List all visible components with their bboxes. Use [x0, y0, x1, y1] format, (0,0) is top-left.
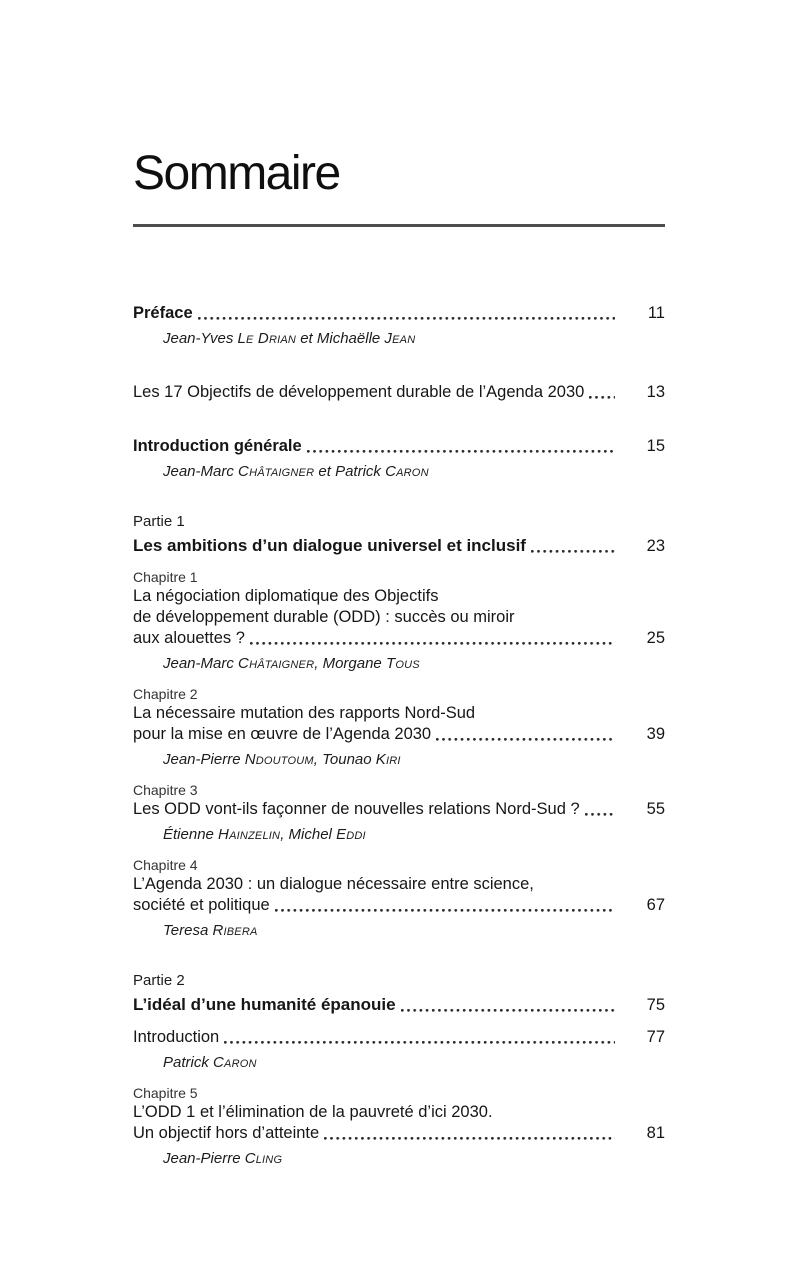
page-title: Sommaire: [133, 147, 340, 200]
chapter-title-line: Les ODD vont-ils façonner de nouvelles relations Nord-Sud ?: [133, 799, 580, 818]
toc-page: [133, 0, 665, 1169]
toc-entry-introduction-part2: [133, 1027, 665, 1073]
page-number: 11: [647, 303, 665, 322]
chapter-title-line: La nécessaire mutation des rapports Nord-Sud: [133, 703, 476, 722]
part-kicker: Partie 1: [133, 512, 185, 530]
toc-chapter-3: [133, 781, 665, 845]
toc-entry-introduction-generale: [133, 436, 665, 482]
author-given: Jean-Marc: [163, 462, 239, 480]
chapter-title-line: de développement durable (ODD) : succès ou miroir: [133, 607, 515, 626]
chapter-title-line: société et politique: [133, 895, 270, 914]
page-number: 13: [646, 382, 665, 401]
author-line: [133, 825, 665, 845]
toc-row: [133, 1123, 665, 1144]
author-family: Cling: [244, 1149, 283, 1167]
toc-row: [133, 799, 665, 820]
page-number: 77: [646, 1027, 665, 1046]
toc-row: [133, 436, 665, 457]
author-given: Étienne: [163, 825, 219, 843]
author-given: , Morgane: [314, 654, 386, 672]
author-given: Jean-Yves: [163, 329, 238, 347]
entry-title: Les 17 Objectifs de développement durable de l’Agenda 2030: [133, 382, 585, 401]
toc-row: [133, 303, 665, 324]
page-number: 23: [646, 536, 665, 555]
entry-title: Introduction: [133, 1027, 220, 1046]
author-line: [133, 654, 665, 674]
author-given: Patrick: [163, 1053, 214, 1071]
title-rule: [133, 224, 665, 227]
author-family: Eddi: [336, 825, 366, 843]
dotted-leader: [224, 1027, 615, 1048]
chapter-kicker: Chapitre 3: [133, 781, 198, 798]
author-given: Teresa: [163, 921, 213, 939]
entry-title: Préface: [133, 303, 193, 322]
part-kicker: Partie 2: [133, 971, 185, 989]
author-family: Jean: [384, 329, 416, 347]
author-given: Jean-Marc: [163, 654, 239, 672]
toc-row: [133, 628, 665, 649]
toc-part-1: [133, 512, 665, 557]
chapter-kicker: Chapitre 1: [133, 568, 198, 585]
page-number: 55: [646, 799, 665, 818]
page-number: 25: [646, 628, 665, 647]
author-family: Caron: [385, 462, 429, 480]
toc-chapter-4: [133, 856, 665, 941]
toc-chapter-5: [133, 1084, 665, 1169]
dotted-leader: [531, 536, 615, 557]
part-title: Les ambitions d’un dialogue universel et inclusif: [133, 535, 526, 555]
chapter-title-line: L’Agenda 2030 : un dialogue nécessaire entre science,: [133, 874, 534, 893]
toc-row: [133, 724, 665, 745]
author-family: Tous: [385, 654, 420, 672]
author-given: Jean-Pierre: [163, 750, 245, 768]
author-family: Ndoutoum: [244, 750, 314, 768]
entry-title: Introduction générale: [133, 436, 302, 455]
page-number: 81: [646, 1123, 665, 1142]
part-title: L’idéal d’une humanité épanouie: [133, 994, 396, 1014]
toc-part-2: [133, 971, 665, 1016]
author-given: et Michaëlle: [296, 329, 385, 347]
dotted-leader: [436, 724, 615, 745]
toc-row: [133, 895, 665, 916]
toc-row: [133, 1027, 665, 1048]
chapter-title-line: La négociation diplomatique des Objectifs: [133, 586, 439, 605]
toc-row: [133, 535, 665, 557]
author-family: Ribera: [212, 921, 258, 939]
author-given: , Michel: [280, 825, 337, 843]
author-family: Kiri: [375, 750, 401, 768]
page-number: 67: [646, 895, 665, 914]
author-family: Hainzelin: [218, 825, 281, 843]
author-given: , Tounao: [313, 750, 376, 768]
dotted-leader: [275, 895, 615, 916]
page-number: 39: [646, 724, 665, 743]
chapter-title-line: L’ODD 1 et l’élimination de la pauvreté d’ici 2030.: [133, 1102, 493, 1121]
dotted-leader: [324, 1123, 615, 1144]
toc-row: [133, 382, 665, 403]
author-family: Châtaigner: [238, 462, 315, 480]
author-family: Caron: [213, 1053, 257, 1071]
author-given: et Patrick: [314, 462, 386, 480]
chapter-title-line: Un objectif hors d’atteinte: [133, 1123, 320, 1142]
dotted-leader: [198, 303, 615, 324]
page-number: 15: [646, 436, 665, 455]
dotted-leader: [585, 799, 615, 820]
dotted-leader: [250, 628, 615, 649]
author-given: Jean-Pierre: [163, 1149, 245, 1167]
toc-row: [133, 994, 665, 1016]
author-line: [133, 750, 665, 770]
chapter-kicker: Chapitre 4: [133, 856, 198, 873]
author-line: [133, 1149, 665, 1169]
author-family: Châtaigner: [238, 654, 315, 672]
toc-chapter-2: [133, 685, 665, 770]
chapter-kicker: Chapitre 2: [133, 685, 198, 702]
author-line: [133, 1053, 665, 1073]
page-number: 75: [646, 995, 665, 1014]
chapter-title-line: pour la mise en œuvre de l’Agenda 2030: [133, 724, 432, 743]
dotted-leader: [589, 382, 615, 403]
dotted-leader: [401, 995, 615, 1016]
toc-entry-preface: [133, 303, 665, 349]
dotted-leader: [307, 436, 615, 457]
toc-chapter-1: [133, 568, 665, 674]
author-line: [133, 921, 665, 941]
toc-entry-odd-list: [133, 382, 665, 403]
author-line: [133, 329, 665, 349]
author-line: [133, 462, 665, 482]
author-family: Le Drian: [237, 329, 297, 347]
chapter-title-line: aux alouettes ?: [133, 628, 245, 647]
chapter-kicker: Chapitre 5: [133, 1084, 198, 1101]
